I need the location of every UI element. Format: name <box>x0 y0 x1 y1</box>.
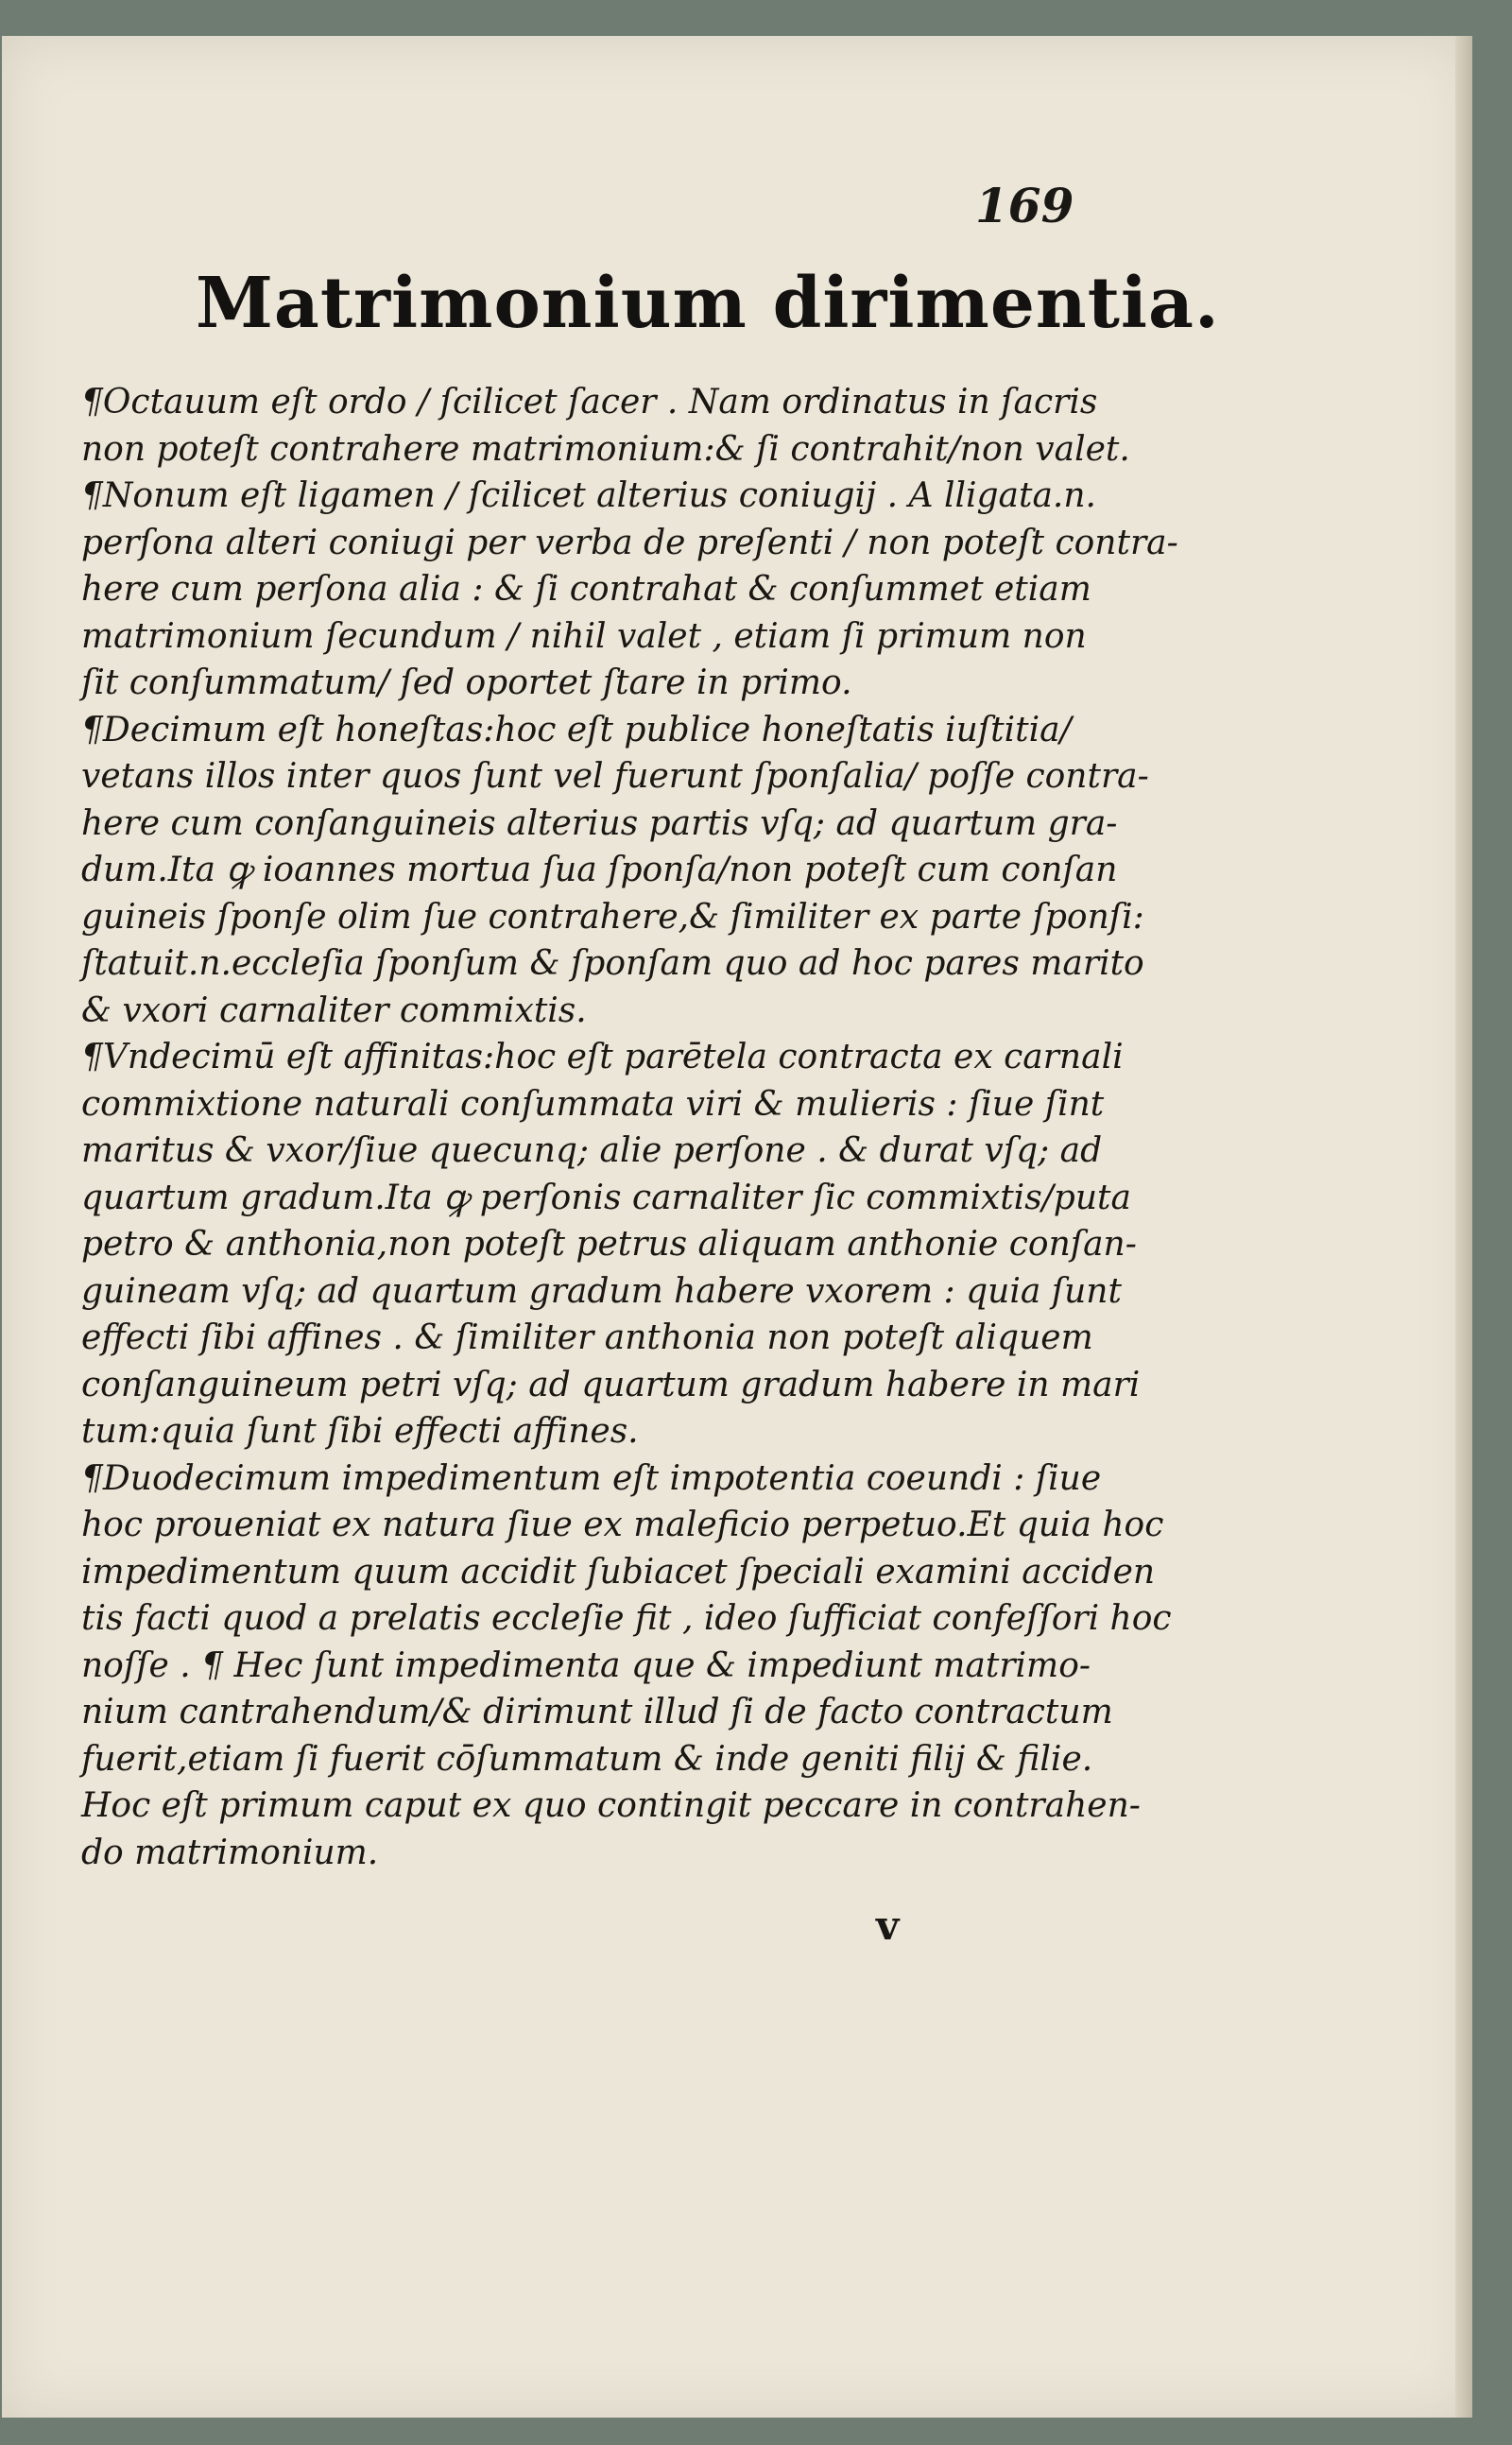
text-line: ¶Nonum eſt ligamen / ſcilicet alterius coniugij . A lligata.n. <box>81 476 1096 515</box>
signature-mark: v <box>876 1903 900 1949</box>
text-line: fuerit,etiam ſi fuerit cōſummatum & inde geniti filij & filie. <box>81 1739 1093 1779</box>
text-line: perſona alteri coniugi per verba de preſenti / non poteſt contra- <box>81 523 1178 562</box>
text-line: maritus & vxor/ſiue quecunq; alie perſone . & durat vſq; ad <box>81 1131 1103 1170</box>
text-line: ſit conſummatum/ ſed oportet ſtare in primo. <box>81 663 852 702</box>
text-line: matrimonium ſecundum / nihil valet , etiam ſi primum non <box>81 616 1087 656</box>
text-line: do matrimonium. <box>81 1833 379 1872</box>
text-line: non poteſt contrahere matrimonium:& ſi contrahit/non valet. <box>81 429 1130 469</box>
text-line: effecti ſibi affines . & ſimiliter anthonia non poteſt aliquem <box>81 1318 1093 1357</box>
text-line: petro & anthonia,non poteſt petrus aliquam anthonie conſan- <box>81 1225 1137 1264</box>
text-line: guineis ſponſe olim ſue contrahere,& ſimiliter ex parte ſponſi: <box>81 897 1144 937</box>
text-line: vetans illos inter quos ſunt vel fuerunt ſponſalia/ poſſe contra- <box>81 757 1149 796</box>
text-line: ¶Duodecimum impedimentum eſt impotentia coeundi : ſiue <box>81 1458 1102 1498</box>
book-page <box>2 36 1472 2418</box>
page-heading: Matrimonium dirimentia. <box>196 263 1220 344</box>
text-line: nium cantrahendum/& dirimunt illud ſi de facto contractum <box>81 1693 1113 1731</box>
text-line: noſſe . ¶ Hec ſunt impedimenta que & impediunt matrimo- <box>81 1645 1091 1685</box>
folio-number: 169 <box>975 178 1074 233</box>
text-line: here cum perſona alia : & ſi contrahat & conſummet etiam <box>81 570 1091 609</box>
text-line: tum:quia ſunt ſibi effecti affines. <box>81 1412 639 1451</box>
text-line: here cum conſanguineis alterius partis vſq; ad quartum gra- <box>81 803 1118 843</box>
text-line: Hoc eſt primum caput ex quo contingit peccare in contrahen- <box>81 1786 1141 1825</box>
text-line: quartum gradum.Ita ꝙ perſonis carnaliter ſic commixtis/puta <box>81 1178 1131 1217</box>
page-gutter <box>1455 36 1472 2418</box>
text-line: & vxori carnaliter commixtis. <box>81 990 587 1030</box>
body-text <box>81 379 1178 1876</box>
text-line: conſanguineum petri vſq; ad quartum gradum habere in mari <box>81 1365 1141 1404</box>
text-line: guineam vſq; ad quartum gradum habere vxorem : quia ſunt <box>81 1271 1122 1311</box>
text-line: ¶Decimum eſt honeſtas:hoc eſt publice honeſtatis iuſtitia/ <box>81 710 1072 749</box>
text-line: impedimentum quum accidit ſubiacet ſpeciali examini acciden <box>81 1552 1156 1592</box>
text-line: dum.Ita ꝙ ioannes mortua ſua ſponſa/non poteſt cum conſan <box>81 851 1118 889</box>
text-line: ¶Octauum eſt ordo / ſcilicet ſacer . Nam ordinatus in ſacris <box>81 383 1098 422</box>
text-line: commixtione naturali conſummata viri & mulieris : ſiue ſint <box>81 1084 1105 1124</box>
text-line: ¶Vndecimū eſt affinitas:hoc eſt parētela contracta ex carnali <box>81 1038 1124 1076</box>
text-line: tis facti quod a prelatis eccleſie fit , ideo ſufficiat confeſſori hoc <box>81 1599 1172 1638</box>
text-line: ſtatuit.n.eccleſia ſponſum & ſponſam quo ad hoc pares marito <box>81 944 1144 983</box>
text-line: hoc proueniat ex natura ſiue ex maleficio perpetuo.Et quia hoc <box>81 1506 1164 1544</box>
